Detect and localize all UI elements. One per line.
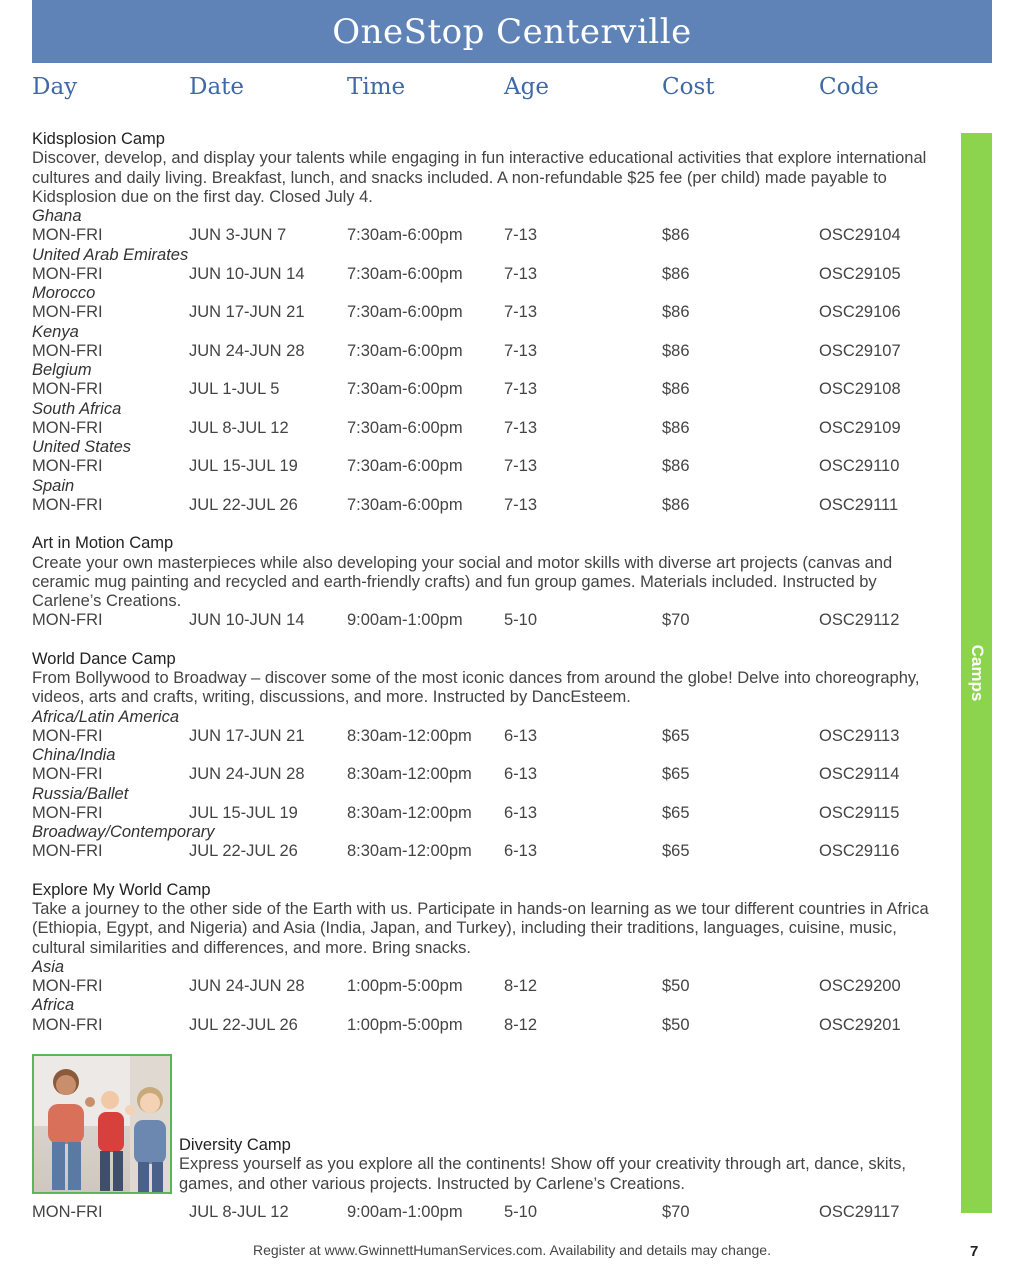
page-number: 7 <box>970 1243 979 1260</box>
session-date: JUN 24-JUN 28 <box>189 341 305 360</box>
session-day: MON-FRI <box>32 495 103 514</box>
session-row <box>32 765 947 784</box>
session-code: OSC29108 <box>819 380 901 399</box>
session-age: 6-13 <box>504 842 538 861</box>
session-subtitle: Africa <box>32 996 75 1015</box>
page-title-banner <box>32 0 992 63</box>
session-date: JUL 15-JUL 19 <box>189 803 298 822</box>
session-row <box>32 727 947 746</box>
session-subtitle: Russia/Ballet <box>32 784 129 803</box>
camp-title: Explore My World Camp <box>32 880 211 899</box>
session-time: 8:30am-12:00pm <box>347 765 472 784</box>
page-title: OneStop Centerville <box>332 11 692 52</box>
session-time: 9:00am-1:00pm <box>347 1203 463 1221</box>
session-day: MON-FRI <box>32 803 103 822</box>
session-date: JUN 24-JUN 28 <box>189 977 305 995</box>
session-age: 8-12 <box>504 1015 538 1034</box>
session-subtitle: Spain <box>32 476 75 495</box>
session-subtitle: Morocco <box>32 284 96 302</box>
camp-section <box>32 650 947 862</box>
session-day: MON-FRI <box>32 341 103 360</box>
session-time: 7:30am-6:00pm <box>347 418 463 437</box>
session-date: JUN 24-JUN 28 <box>189 765 305 784</box>
session-cost: $70 <box>662 1203 690 1221</box>
session-age: 7-13 <box>504 303 538 322</box>
session-date: JUL 22-JUL 26 <box>189 1015 298 1034</box>
camp-description: Discover, develop, and display your talents while engaging in fun interactive educational activities that explore international cultures and daily living. Breakfast, lunch, and snacks included. A non-refundable $25 fee (per child) made payable to Kidsplosion due on the first day. Closed July 4. <box>32 149 927 206</box>
session-date: JUN 17-JUN 21 <box>189 726 305 745</box>
session-row <box>32 1203 947 1222</box>
session-code: OSC29117 <box>819 1203 900 1221</box>
column-day: Day <box>32 74 78 100</box>
session-row <box>32 342 947 361</box>
column-time: Time <box>347 74 406 100</box>
session-date: JUL 22-JUL 26 <box>189 842 298 861</box>
session-code: OSC29111 <box>819 495 899 514</box>
session-subtitle: Belgium <box>32 361 92 379</box>
session-code: OSC29104 <box>819 226 901 245</box>
camp-section <box>32 534 947 630</box>
camp-description: From Bollywood to Broadway – discover some of the most iconic dances from around the globe! Delve into choreography, videos, arts and crafts, writing, discussions, and more. Instructed by DancEsteem. <box>32 669 920 707</box>
session-age: 7-13 <box>504 226 538 245</box>
session-day: MON-FRI <box>32 611 103 630</box>
session-cost: $65 <box>662 765 690 784</box>
session-code: OSC29113 <box>819 726 900 745</box>
session-day: MON-FRI <box>32 842 103 861</box>
session-date: JUL 8-JUL 12 <box>189 418 289 437</box>
session-cost: $86 <box>662 495 690 514</box>
session-row <box>32 496 947 515</box>
session-cost: $86 <box>662 264 690 283</box>
session-cost: $50 <box>662 977 690 995</box>
session-day: MON-FRI <box>32 418 103 437</box>
session-cost: $86 <box>662 303 690 322</box>
session-code: OSC29110 <box>819 457 900 476</box>
session-time: 1:00pm-5:00pm <box>347 977 463 995</box>
session-day: MON-FRI <box>32 380 103 399</box>
session-code: OSC29109 <box>819 418 901 437</box>
session-day: MON-FRI <box>32 303 103 322</box>
session-cost: $86 <box>662 418 690 437</box>
session-day: MON-FRI <box>32 765 103 784</box>
camp-title: World Dance Camp <box>32 649 176 668</box>
session-date: JUL 22-JUL 26 <box>189 495 298 514</box>
session-code: OSC29107 <box>819 341 901 360</box>
session-age: 6-13 <box>504 803 538 822</box>
session-day: MON-FRI <box>32 726 103 745</box>
session-cost: $65 <box>662 726 690 745</box>
session-date: JUN 3-JUN 7 <box>189 226 287 245</box>
session-cost: $65 <box>662 803 690 822</box>
session-subtitle: United Arab Emirates <box>32 245 189 264</box>
session-day: MON-FRI <box>32 1015 103 1034</box>
session-code: OSC29105 <box>819 264 901 283</box>
camp-description: Express yourself as you explore all the continents! Show off your creativity through art, dance, skits, games, and other various projects. Instructed by Carlene’s Creations. <box>179 1155 906 1193</box>
session-time: 7:30am-6:00pm <box>347 341 463 360</box>
session-cost: $86 <box>662 380 690 399</box>
session-age: 5-10 <box>504 611 538 630</box>
session-row <box>32 977 947 996</box>
session-age: 7-13 <box>504 380 538 399</box>
session-row <box>32 1016 947 1035</box>
column-cost: Cost <box>662 74 715 100</box>
session-age: 7-13 <box>504 264 538 283</box>
session-age: 6-13 <box>504 765 538 784</box>
diversity-camp <box>32 1054 947 1221</box>
camp-section <box>32 881 947 1035</box>
session-age: 7-13 <box>504 495 538 514</box>
session-time: 7:30am-6:00pm <box>347 457 463 476</box>
session-age: 5-10 <box>504 1203 538 1221</box>
session-date: JUL 1-JUL 5 <box>189 380 280 399</box>
camp-title: Kidsplosion Camp <box>32 130 165 148</box>
session-time: 8:30am-12:00pm <box>347 803 472 822</box>
session-date: JUN 10-JUN 14 <box>189 264 305 283</box>
session-row <box>32 611 947 630</box>
session-row <box>32 842 947 861</box>
session-time: 8:30am-12:00pm <box>347 726 472 745</box>
camp-title: Art in Motion Camp <box>32 534 174 553</box>
session-row <box>32 457 947 476</box>
session-cost: $50 <box>662 1015 690 1034</box>
camps-sidebar <box>961 133 992 1213</box>
session-time: 8:30am-12:00pm <box>347 842 472 861</box>
camp-description: Take a journey to the other side of the Earth with us. Participate in hands-on learning as we tour different countries in Africa (Ethiopia, Egypt, and Nigeria) and Asia (India, Japan, and Turkey), including their traditions, languages, cuisine, music, cultural similarities and differences, and more. Bring snacks. <box>32 900 929 957</box>
session-time: 7:30am-6:00pm <box>347 226 463 245</box>
session-time: 9:00am-1:00pm <box>347 611 463 630</box>
session-subtitle: Africa/Latin America <box>32 707 180 726</box>
kids-photo <box>32 1054 172 1194</box>
session-cost: $65 <box>662 842 690 861</box>
session-cost: $86 <box>662 341 690 360</box>
session-row <box>32 226 947 245</box>
session-day: MON-FRI <box>32 264 103 283</box>
session-row <box>32 419 947 438</box>
session-row <box>32 804 947 823</box>
session-day: MON-FRI <box>32 977 103 995</box>
session-code: OSC29116 <box>819 842 900 861</box>
session-code: OSC29112 <box>819 611 900 630</box>
session-code: OSC29200 <box>819 977 901 995</box>
session-code: OSC29114 <box>819 765 900 784</box>
session-cost: $70 <box>662 611 690 630</box>
sidebar-label: Camps <box>967 644 987 702</box>
session-row <box>32 380 947 399</box>
session-subtitle: South Africa <box>32 399 122 418</box>
session-age: 8-12 <box>504 977 538 995</box>
session-date: JUL 15-JUL 19 <box>189 457 298 476</box>
session-date: JUN 17-JUN 21 <box>189 303 305 322</box>
session-cost: $86 <box>662 226 690 245</box>
column-header <box>32 72 972 106</box>
footer-note: Register at www.GwinnettHumanServices.com. Availability and details may change. <box>253 1242 771 1258</box>
session-time: 7:30am-6:00pm <box>347 303 463 322</box>
session-age: 7-13 <box>504 341 538 360</box>
column-code: Code <box>819 74 879 100</box>
session-age: 6-13 <box>504 726 538 745</box>
session-code: OSC29106 <box>819 303 901 322</box>
session-age: 7-13 <box>504 457 538 476</box>
session-date: JUN 10-JUN 14 <box>189 611 305 630</box>
camp-sections <box>32 130 947 1035</box>
camp-section <box>32 130 947 515</box>
session-age: 7-13 <box>504 418 538 437</box>
session-subtitle: Broadway/Contemporary <box>32 823 215 841</box>
session-cost: $86 <box>662 457 690 476</box>
session-date: JUL 8-JUL 12 <box>189 1203 289 1221</box>
session-row <box>32 303 947 322</box>
session-subtitle: Asia <box>32 957 65 976</box>
session-day: MON-FRI <box>32 226 103 245</box>
session-subtitle: United States <box>32 438 132 456</box>
session-code: OSC29201 <box>819 1015 901 1034</box>
camp-listing <box>32 130 947 1221</box>
session-row <box>32 265 947 284</box>
kids-illustration <box>34 1056 170 1192</box>
session-subtitle: Kenya <box>32 322 79 341</box>
camp-description: Create your own masterpieces while also developing your social and motor skills with diverse art projects (canvas and ceramic mug painting and recycled and earth-friendly crafts) and fun group games. Materials included. Instructed by Carlene’s Creations. <box>32 553 893 610</box>
session-day: MON-FRI <box>32 457 103 476</box>
column-date: Date <box>189 74 245 100</box>
camp-title: Diversity Camp <box>179 1136 291 1154</box>
session-day: MON-FRI <box>32 1203 103 1221</box>
session-subtitle: China/India <box>32 746 116 764</box>
session-subtitle: Ghana <box>32 207 82 225</box>
session-time: 7:30am-6:00pm <box>347 264 463 283</box>
session-code: OSC29115 <box>819 803 900 822</box>
session-time: 7:30am-6:00pm <box>347 380 463 399</box>
column-age: Age <box>504 74 549 100</box>
diversity-text <box>179 1136 949 1194</box>
session-time: 7:30am-6:00pm <box>347 495 463 514</box>
session-time: 1:00pm-5:00pm <box>347 1015 463 1034</box>
